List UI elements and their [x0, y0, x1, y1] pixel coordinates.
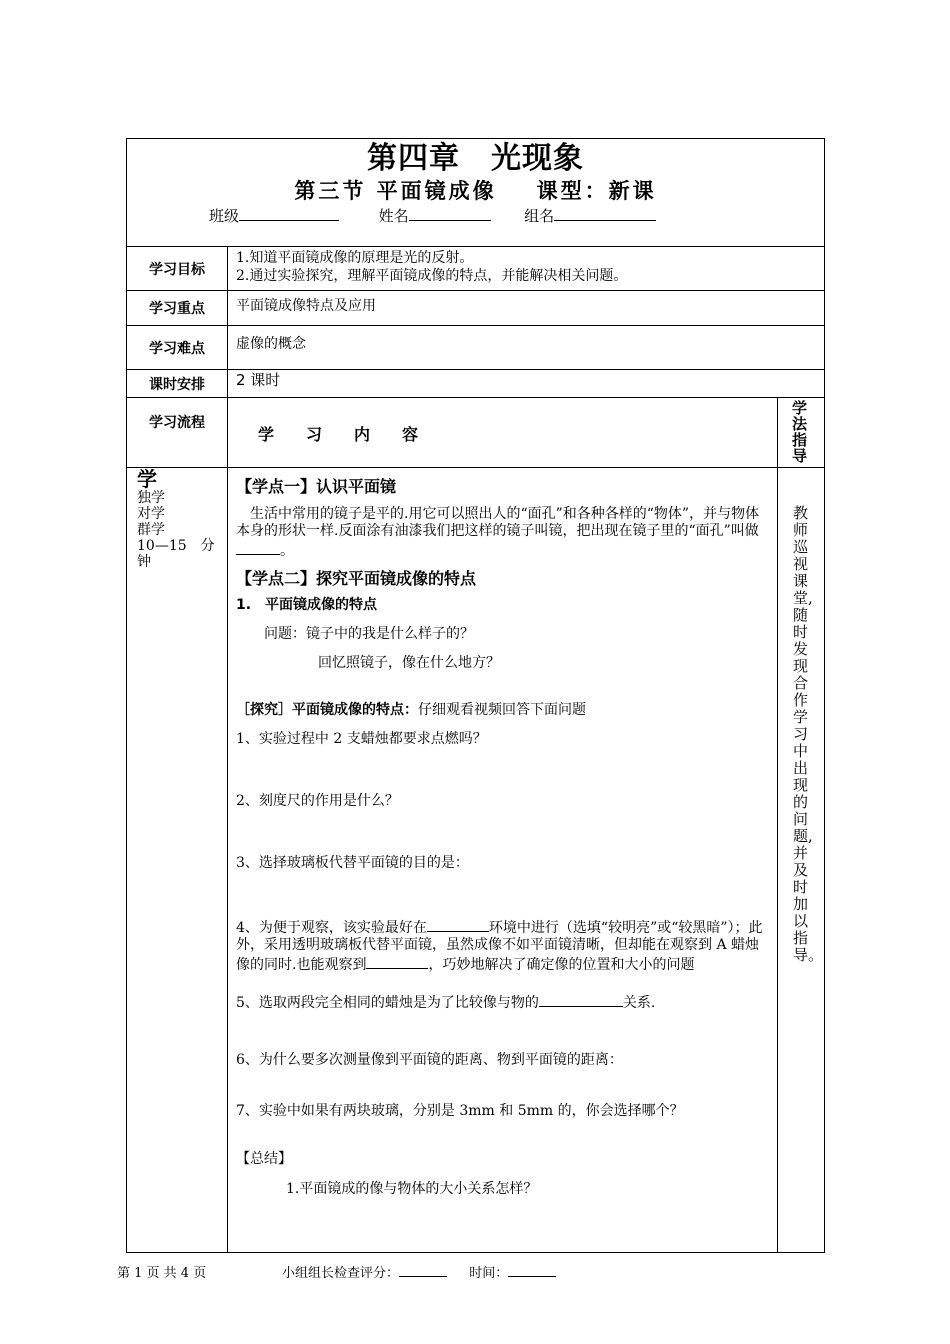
left-column-cell: [127, 468, 228, 1253]
goal-label: 学习目标: [149, 261, 205, 278]
recall-text: 回忆照镜子，像在什么地方？: [318, 655, 500, 671]
lesson-table: [126, 138, 825, 1253]
point1-end: 。: [280, 543, 294, 559]
left-line-4: 10—15 分: [137, 538, 215, 554]
q5-blank: [539, 992, 623, 1007]
method-header-cell: [778, 398, 825, 468]
score-label: 小组组长检查评分：: [282, 1266, 400, 1281]
summary-title: 【总结】: [236, 1151, 292, 1167]
left-line-2: 对学: [137, 506, 165, 522]
focus-cell: [228, 291, 825, 326]
q5-part-b: 关系.: [622, 995, 656, 1011]
goal-cell: [228, 247, 825, 291]
difficulty-label: 学习难点: [149, 340, 205, 357]
q5-part-a: 5、选取两段完全相同的蜡烛是为了比较像与物的: [236, 995, 539, 1011]
class-label: 班级: [209, 207, 240, 225]
sub1-title: 1. 平面镜成像的特点: [236, 597, 378, 613]
question-5: [236, 992, 769, 1012]
q4-part-c: ，巧妙地解决了确定像的位置和大小的问题: [428, 957, 695, 973]
student-fields: [209, 205, 824, 227]
explore-bold: ［探究］平面镜成像的特点：: [236, 702, 418, 718]
content-header: 学 习 内 容: [258, 425, 419, 444]
time-label: 时间：: [469, 1266, 509, 1281]
question-7: 7、实验中如果有两块玻璃，分别是 3mm 和 5mm 的，你会选择哪个？: [236, 1103, 684, 1119]
schedule-text: 2 课时: [236, 371, 281, 389]
difficulty-label-cell: [127, 326, 228, 370]
group-label: 组名: [524, 207, 555, 225]
explore-line: [236, 702, 769, 719]
title-cell: [127, 139, 825, 247]
question-text: 问题：镜子中的我是什么样子的？: [264, 626, 474, 642]
name-blank: [409, 205, 491, 221]
focus-label: 学习重点: [149, 301, 205, 317]
guide-text: 教师巡视课堂,随时发现合作学习中出现的问题,并及时加以指导。: [793, 504, 824, 964]
focus-text: 平面镜成像特点及应用: [236, 298, 376, 314]
schedule-label-cell: [127, 370, 228, 398]
point1-text: 生活中常用的镜子是平的.用它可以照出人的“面孔”和各种各样的“物体”，并与物体本身的形状一样.反面涂有油漆我们把这样的镜子叫镜，把出现在镜子里的“面孔”叫做: [236, 506, 760, 539]
q4-part-b: 环境中进行（选填“较明亮”或“较黑暗”）；此外，采用透明玻璃板代替平面镜，虽然成像不如平面镜清晰，但却能在观察到 A 蜡烛像的同时.也能观察到: [236, 920, 763, 973]
class-blank: [239, 205, 339, 221]
left-line-1: 独学: [137, 490, 165, 506]
content-header-cell: [228, 398, 778, 468]
difficulty-cell: [228, 326, 825, 370]
content-cell: [228, 468, 778, 1253]
point1-paragraph: [236, 506, 769, 560]
process-label-cell: [127, 398, 228, 468]
explore-rest: 仔细观看视频回答下面问题: [418, 702, 586, 718]
page-number: 第 1 页 共 4 页: [117, 1266, 207, 1281]
left-line-5: 钟: [137, 554, 151, 570]
left-big-char: 学: [137, 467, 157, 491]
question-2: 2、刻度尺的作用是什么？: [236, 793, 399, 809]
goal-2: 2.通过实验探究，理解平面镜成像的特点，并能解决相关问题。: [236, 268, 628, 284]
question-3: 3、选择玻璃板代替平面镜的目的是：: [236, 855, 469, 871]
point1-title: 【学点一】认识平面镜: [236, 477, 397, 496]
method-header: 学法指导: [792, 399, 808, 465]
name-label: 姓名: [378, 207, 409, 225]
page-title: 第四章 光现象: [367, 141, 584, 176]
point2-title: 【学点二】探究平面镜成像的特点: [236, 569, 477, 588]
summary-1: 1.平面镜成的像与物体的大小关系怎样？: [286, 1181, 538, 1197]
lesson-type: 课型：新课: [536, 178, 657, 203]
goal-1: 1.知道平面镜成像的原理是光的反射。: [236, 250, 474, 266]
schedule-cell: [228, 370, 825, 398]
point1-blank: [236, 540, 280, 555]
q4-blank-1: [427, 917, 489, 932]
difficulty-text: 虚像的概念: [236, 336, 306, 352]
section-title: 第三节 平面镜成像: [294, 178, 497, 203]
time-blank: [508, 1264, 556, 1277]
question-4: [236, 917, 769, 974]
question-1: 1、实验过程中 2 支蜡烛都要求点燃吗？: [236, 731, 487, 747]
schedule-label: 课时安排: [149, 376, 205, 393]
score-blank: [399, 1264, 447, 1277]
footer-check: [282, 1262, 556, 1281]
focus-label-cell: [127, 291, 228, 326]
group-blank: [554, 205, 656, 221]
q4-blank-2: [366, 954, 428, 969]
subtitle: [127, 177, 824, 205]
q4-part-a: 4、为便于观察，该实验最好在: [236, 920, 427, 936]
question-6: 6、为什么要多次测量像到平面镜的距离、物到平面镜的距离：: [236, 1052, 623, 1068]
process-label: 学习流程: [149, 415, 205, 431]
guide-cell: [778, 468, 825, 1253]
goal-label-cell: [127, 247, 228, 291]
left-line-3: 群学: [137, 522, 165, 538]
